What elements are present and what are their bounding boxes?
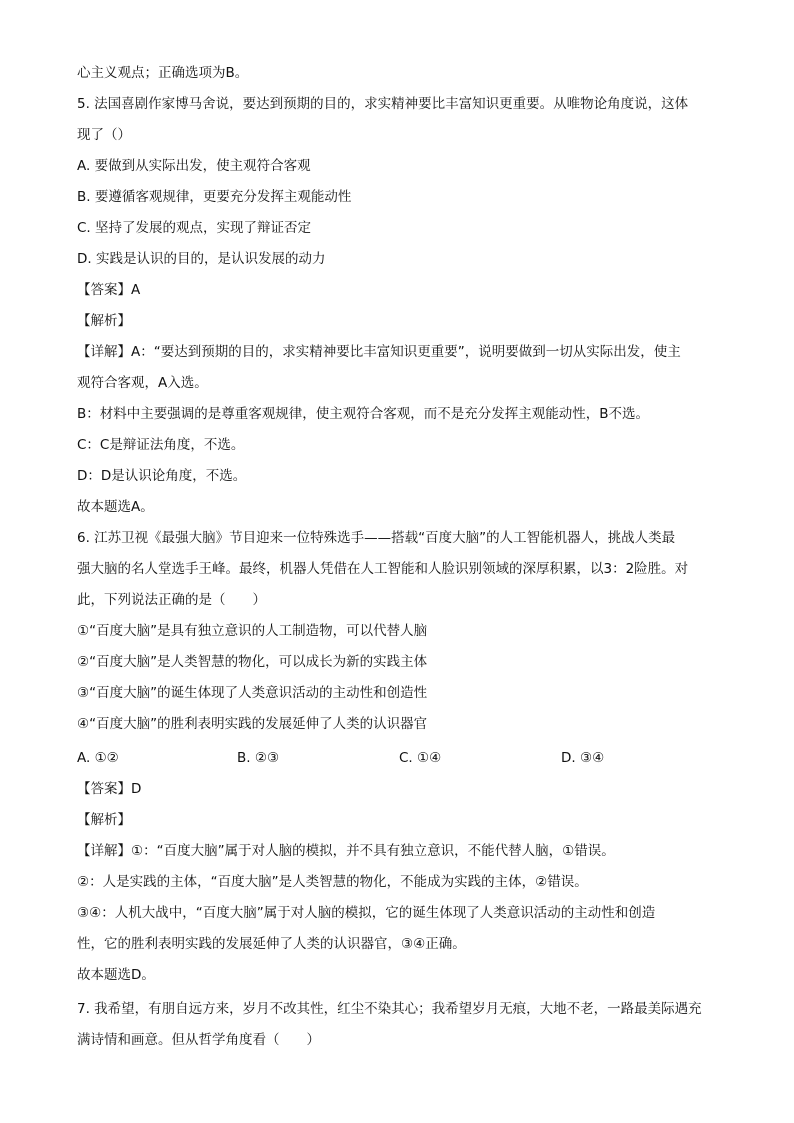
statement-4: ④“百度大脑”的胜利表明实践的发展延伸了人类的认识器官 <box>77 716 428 732</box>
analysis-label: 【解析】 <box>77 812 131 828</box>
statement-2: ②“百度大脑”是人类智慧的物化，可以成长为新的实践主体 <box>77 654 428 670</box>
question-5-option-c: C. 坚持了发展的观点，实现了辩证否定 <box>77 220 312 236</box>
explanation-line: B：材料中主要强调的是尊重客观规律，使主观符合客观，而不是充分发挥主观能动性，B不选。 <box>77 406 650 422</box>
question-6-option-c: C. ①④ <box>399 750 442 766</box>
answer-label: 【答案】A <box>77 282 141 298</box>
statement-1: ①“百度大脑”是具有独立意识的人工制造物，可以代替人脑 <box>77 623 428 639</box>
explanation-line: 【详解】①：“百度大脑”属于对人脑的模拟，并不具有独立意识，不能代替人脑，①错误。 <box>77 843 615 859</box>
statement-3: ③“百度大脑”的诞生体现了人类意识活动的主动性和创造性 <box>77 685 428 701</box>
conclusion-line: 故本题选D。 <box>77 967 155 983</box>
explanation-line: 性，它的胜利表明实践的发展延伸了人类的认识器官，③④正确。 <box>77 936 466 952</box>
question-6-stem-cont: 此，下列说法正确的是（ ） <box>77 592 266 608</box>
explanation-line: D：D是认识论角度，不选。 <box>77 468 247 484</box>
explanation-line: ②：人是实践的主体，“百度大脑”是人类智慧的物化，不能成为实践的主体，②错误。 <box>77 874 588 890</box>
question-6-stem-cont: 强大脑的名人堂选手王峰。最终，机器人凭借在人工智能和人脸识别领域的深厚积累，以3：2险胜。对 <box>77 561 689 577</box>
question-6-stem: 6. 江苏卫视《最强大脑》节目迎来一位特殊选手——搭载“百度大脑”的人工智能机器人，挑战人类最 <box>77 530 676 546</box>
question-6-option-b: B. ②③ <box>237 750 280 766</box>
question-5-option-d: D. 实践是认识的目的，是认识发展的动力 <box>77 251 326 267</box>
question-7-stem: 7. 我希望，有朋自远方来，岁月不改其性，红尘不染其心；我希望岁月无痕，大地不老，一路最美际遇充 <box>77 1001 702 1017</box>
conclusion-line: 故本题选A。 <box>77 499 154 515</box>
question-5-stem: 5. 法国喜剧作家博马舍说，要达到预期的目的，求实精神要比丰富知识更重要。从唯物论角度说，这体 <box>77 96 689 112</box>
question-5-option-a: A. 要做到从实际出发，使主观符合客观 <box>77 158 311 174</box>
text-line: 心主义观点；正确选项为B。 <box>77 65 249 81</box>
question-7-stem-cont: 满诗情和画意。但从哲学角度看（ ） <box>77 1032 320 1048</box>
question-6-option-d: D. ③④ <box>561 750 605 766</box>
question-5-option-b: B. 要遵循客观规律，更要充分发挥主观能动性 <box>77 189 352 205</box>
explanation-line: ③④：人机大战中，“百度大脑”属于对人脑的模拟，它的诞生体现了人类意识活动的主动性和创造 <box>77 905 656 921</box>
explanation-line: C：C是辩证法角度，不选。 <box>77 437 245 453</box>
question-5-stem-cont: 现了（） <box>77 127 131 143</box>
answer-label: 【答案】D <box>77 781 142 797</box>
explanation-line: 【详解】A：“要达到预期的目的，求实精神要比丰富知识更重要”，说明要做到一切从实际出发，使主 <box>77 344 681 360</box>
explanation-line: 观符合客观，A入选。 <box>77 375 208 391</box>
analysis-label: 【解析】 <box>77 313 131 329</box>
question-6-option-a: A. ①② <box>77 750 119 766</box>
